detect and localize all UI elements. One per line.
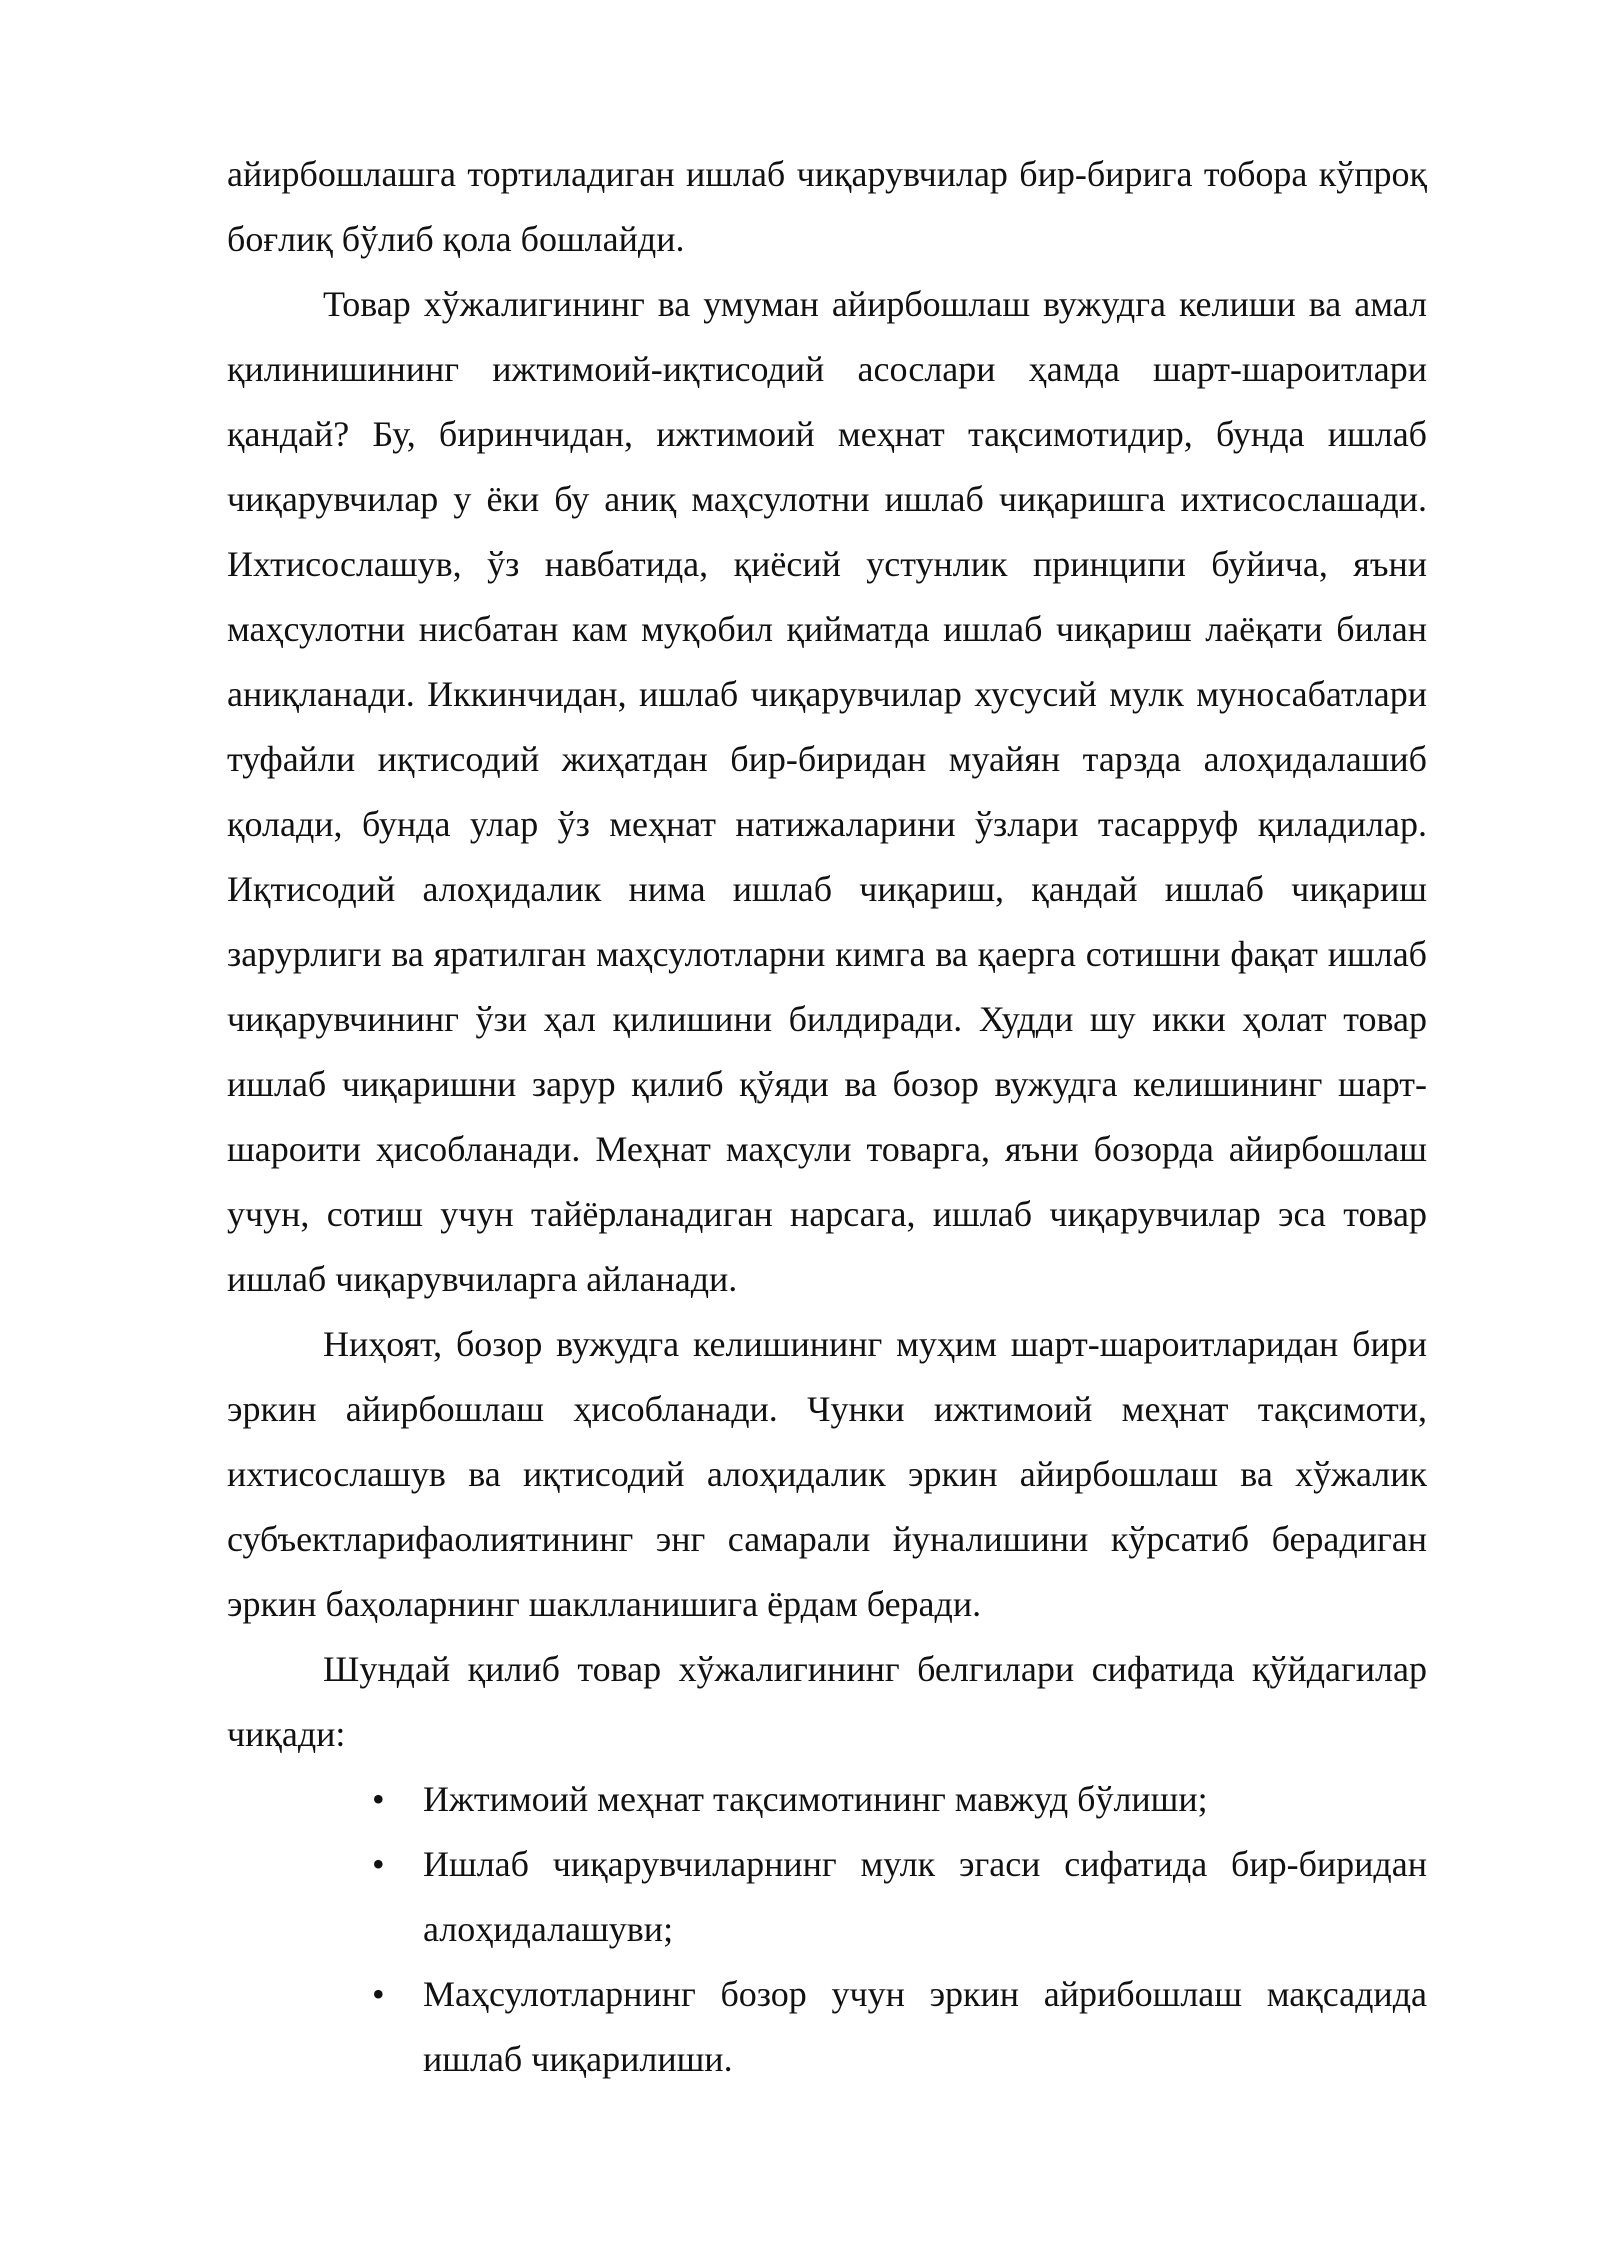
bullet-icon: • bbox=[372, 1844, 385, 1884]
bullet-text: Маҳсулотларнинг бозор учун эркин айрибошлаш мақсадида ишлаб чиқарилиши. bbox=[423, 1974, 1427, 2079]
bullet-icon: • bbox=[372, 1779, 385, 1819]
paragraph-free-exchange: Ниҳоят, бозор вужудга келишининг муҳим шарт-шароитларидан бири эркин айирбошлаш ҳисобланади. Чунки ижтимоий меҳнат тақсимоти, ихтисослашув ва иқтисодий алоҳидалик эркин айирбошлаш ва хўжалик субъектларифаолиятининг энг самарали йуналишини кўрсатиб берадиган эркин баҳоларнинг шаклланишига ёрдам беради. bbox=[227, 1324, 1427, 1624]
paragraph-features-intro: Шундай қилиб товар хўжалигининг белгилари сифатида қўйдагилар чиқади: bbox=[227, 1649, 1427, 1754]
bullet-item-division-of-labor bbox=[227, 1767, 1427, 1832]
paragraph-continuation: айирбошлашга тортиладиган ишлаб чиқарувчилар бир-бирига тобора кўпроқ боғлиқ бўлиб қола бошлайди. bbox=[227, 154, 1427, 259]
bullet-icon: • bbox=[372, 1974, 385, 2014]
bullet-text: Ишлаб чиқарувчиларнинг мулк эгаси сифатида бир-биридан алоҳидалашуви; bbox=[423, 1844, 1427, 1949]
bullet-item-separation-of-owners bbox=[227, 1832, 1427, 1962]
features-bullet-list bbox=[227, 1767, 1427, 2092]
document-body bbox=[227, 142, 1427, 2092]
paragraph-conditions: Товар хўжалигининг ва умуман айирбошлаш вужудга келиши ва амал қилинишининг ижтимоий-иқтисодий асослари ҳамда шарт-шароитлари қандай? Бу, биринчидан, ижтимоий меҳнат тақсимотидир, бунда ишлаб чиқарувчилар у ёки бу аниқ маҳсулотни ишлаб чиқаришга ихтисослашади. Ихтисослашув, ўз навбатида, қиёсий устунлик принципи буйича, яъни маҳсулотни нисбатан кам муқобил қийматда ишлаб чиқариш лаёқати билан аниқланади. Иккинчидан, ишлаб чиқарувчилар хусусий мулк муносабатлари туфайли иқтисодий жиҳатдан бир-биридан муайян тарзда алоҳидалашиб қолади, бунда улар ўз меҳнат натижаларини ўзлари тасарруф қиладилар. Иқтисодий алоҳидалик нима ишлаб чиқариш, қандай ишлаб чиқариш зарурлиги ва яратилган маҳсулотларни кимга ва қаерга сотишни фақат ишлаб чиқарувчининг ўзи ҳал қилишини билдиради. Худди шу икки ҳолат товар ишлаб чиқаришни зарур қилиб қўяди ва бозор вужудга келишининг шарт-шароити ҳисобланади. Меҳнат маҳсули товарга, яъни бозорда айирбошлаш учун, сотиш учун тайёрланадиган нарсага, ишлаб чиқарувчилар эса товар ишлаб чиқарувчиларга айланади. bbox=[227, 284, 1427, 1299]
bullet-item-production-for-market bbox=[227, 1962, 1427, 2092]
bullet-text: Ижтимоий меҳнат тақсимотининг мавжуд бўлиши; bbox=[423, 1779, 1208, 1819]
